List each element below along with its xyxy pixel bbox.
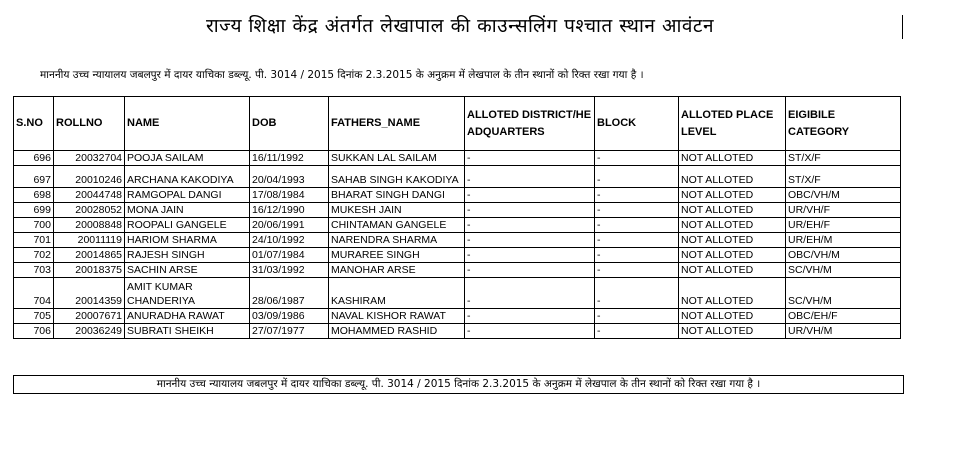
cell-dob: 24/10/1992	[250, 233, 329, 248]
cell-district: -	[465, 218, 595, 233]
cell-fathers-name: SUKKAN LAL SAILAM	[329, 151, 465, 166]
cell-name: HARIOM SHARMA	[125, 233, 250, 248]
table-row	[14, 248, 901, 263]
cell-rollno: 20032704	[54, 151, 125, 166]
col-header: ROLLNO	[54, 97, 125, 151]
cell-fathers-name: MOHAMMED RASHID	[329, 324, 465, 339]
cell-dob: 01/07/1984	[250, 248, 329, 263]
cell-dob: 03/09/1986	[250, 309, 329, 324]
cell-rollno: 20008848	[54, 218, 125, 233]
cell-rollno: 20028052	[54, 203, 125, 218]
cell-place-level: NOT ALLOTED	[679, 218, 786, 233]
cell-sno: 702	[14, 248, 54, 263]
cell-block: -	[595, 218, 679, 233]
cell-name: MONA JAIN	[125, 203, 250, 218]
col-header: NAME	[125, 97, 250, 151]
cell-district: -	[465, 263, 595, 278]
cell-fathers-name: MURAREE SINGH	[329, 248, 465, 263]
cell-fathers-name: NAVAL KISHOR RAWAT	[329, 309, 465, 324]
cell-district: -	[465, 233, 595, 248]
cell-sno: 701	[14, 233, 54, 248]
cell-category: OBC/VH/M	[786, 188, 901, 203]
col-header: ALLOTED PLACE LEVEL	[679, 97, 786, 151]
table-header-row	[14, 97, 901, 151]
cell-place-level: NOT ALLOTED	[679, 324, 786, 339]
cell-block: -	[595, 166, 679, 188]
table-row	[14, 188, 901, 203]
cell-place-level: NOT ALLOTED	[679, 166, 786, 188]
cell-dob: 16/11/1992	[250, 151, 329, 166]
vertical-divider	[902, 15, 903, 39]
col-header: ALLOTED DISTRICT/HEADQUARTERS	[465, 97, 595, 151]
cell-category: UR/VH/F	[786, 203, 901, 218]
col-header: EIGIBILE CATEGORY	[786, 97, 901, 151]
cell-rollno: 20011119	[54, 233, 125, 248]
cell-block: -	[595, 188, 679, 203]
cell-district: -	[465, 188, 595, 203]
page-title: राज्य शिक्षा केंद्र अंतर्गत लेखापाल की काउन्सलिंग पश्चात स्थान आवंटन	[205, 15, 715, 37]
cell-dob: 20/04/1993	[250, 166, 329, 188]
cell-fathers-name: NARENDRA SHARMA	[329, 233, 465, 248]
cell-place-level: NOT ALLOTED	[679, 263, 786, 278]
cell-district: -	[465, 324, 595, 339]
cell-rollno: 20044748	[54, 188, 125, 203]
cell-name: ANURADHA RAWAT	[125, 309, 250, 324]
cell-category: UR/EH/F	[786, 218, 901, 233]
cell-rollno: 20014359	[54, 278, 125, 309]
table-row	[14, 278, 901, 309]
cell-rollno: 20010246	[54, 166, 125, 188]
cell-rollno: 20036249	[54, 324, 125, 339]
table-row	[14, 166, 901, 188]
cell-fathers-name: BHARAT SINGH DANGI	[329, 188, 465, 203]
cell-fathers-name: MUKESH JAIN	[329, 203, 465, 218]
cell-dob: 16/12/1990	[250, 203, 329, 218]
cell-sno: 704	[14, 278, 54, 309]
cell-dob: 31/03/1992	[250, 263, 329, 278]
cell-sno: 705	[14, 309, 54, 324]
cell-category: SC/VH/M	[786, 263, 901, 278]
cell-block: -	[595, 248, 679, 263]
table-row	[14, 218, 901, 233]
cell-block: -	[595, 233, 679, 248]
cell-place-level: NOT ALLOTED	[679, 151, 786, 166]
cell-block: -	[595, 324, 679, 339]
cell-name: RAJESH SINGH	[125, 248, 250, 263]
cell-sno: 697	[14, 166, 54, 188]
footer-note: माननीय उच्च न्यायालय जबलपुर में दायर याचिका डब्ल्यू. पी. 3014 / 2015 दिनांक 2.3.2015 के अनुक्रम में लेखपाल के तीन स्थानों को रिक्त रखा गया है ।	[13, 375, 904, 394]
col-header: FATHERS_NAME	[329, 97, 465, 151]
cell-fathers-name: CHINTAMAN GANGELE	[329, 218, 465, 233]
cell-sno: 699	[14, 203, 54, 218]
cell-rollno: 20018375	[54, 263, 125, 278]
cell-name: SUBRATI SHEIKH	[125, 324, 250, 339]
table-row	[14, 324, 901, 339]
cell-fathers-name: MANOHAR ARSE	[329, 263, 465, 278]
cell-place-level: NOT ALLOTED	[679, 309, 786, 324]
table-row	[14, 203, 901, 218]
cell-name: ARCHANA KAKODIYA	[125, 166, 250, 188]
cell-block: -	[595, 278, 679, 309]
cell-fathers-name: SAHAB SINGH KAKODIYA	[329, 166, 465, 188]
cell-sno: 703	[14, 263, 54, 278]
cell-sno: 696	[14, 151, 54, 166]
cell-district: -	[465, 309, 595, 324]
col-header: BLOCK	[595, 97, 679, 151]
cell-dob: 28/06/1987	[250, 278, 329, 309]
cell-name: RAMGOPAL DANGI	[125, 188, 250, 203]
cell-fathers-name: KASHIRAM	[329, 278, 465, 309]
cell-rollno: 20014865	[54, 248, 125, 263]
cell-category: ST/X/F	[786, 166, 901, 188]
cell-name: SACHIN ARSE	[125, 263, 250, 278]
cell-block: -	[595, 151, 679, 166]
cell-dob: 17/08/1984	[250, 188, 329, 203]
table-row	[14, 233, 901, 248]
cell-category: OBC/EH/F	[786, 309, 901, 324]
cell-district: -	[465, 151, 595, 166]
table-row	[14, 151, 901, 166]
cell-name: ROOPALI GANGELE	[125, 218, 250, 233]
court-order-note: माननीय उच्च न्यायालय जबलपुर में दायर याचिका डब्ल्यू. पी. 3014 / 2015 दिनांक 2.3.2015 के अनुक्रम में लेखपाल के तीन स्थानों को रिक्त रखा गया है ।	[40, 69, 644, 81]
cell-category: UR/EH/M	[786, 233, 901, 248]
cell-sno: 706	[14, 324, 54, 339]
cell-sno: 700	[14, 218, 54, 233]
cell-district: -	[465, 278, 595, 309]
col-header: S.NO	[14, 97, 54, 151]
cell-place-level: NOT ALLOTED	[679, 233, 786, 248]
cell-category: ST/X/F	[786, 151, 901, 166]
cell-category: OBC/VH/M	[786, 248, 901, 263]
cell-district: -	[465, 203, 595, 218]
cell-dob: 27/07/1977	[250, 324, 329, 339]
cell-category: UR/VH/M	[786, 324, 901, 339]
table-row	[14, 263, 901, 278]
cell-name: AMIT KUMAR CHANDERIYA	[125, 278, 250, 309]
cell-district: -	[465, 166, 595, 188]
cell-place-level: NOT ALLOTED	[679, 278, 786, 309]
allotment-table	[13, 96, 901, 339]
cell-rollno: 20007671	[54, 309, 125, 324]
cell-place-level: NOT ALLOTED	[679, 203, 786, 218]
cell-name: POOJA SAILAM	[125, 151, 250, 166]
table-row	[14, 309, 901, 324]
cell-block: -	[595, 263, 679, 278]
cell-block: -	[595, 309, 679, 324]
cell-block: -	[595, 203, 679, 218]
cell-dob: 20/06/1991	[250, 218, 329, 233]
cell-category: SC/VH/M	[786, 278, 901, 309]
cell-sno: 698	[14, 188, 54, 203]
cell-place-level: NOT ALLOTED	[679, 248, 786, 263]
col-header: DOB	[250, 97, 329, 151]
cell-district: -	[465, 248, 595, 263]
cell-place-level: NOT ALLOTED	[679, 188, 786, 203]
